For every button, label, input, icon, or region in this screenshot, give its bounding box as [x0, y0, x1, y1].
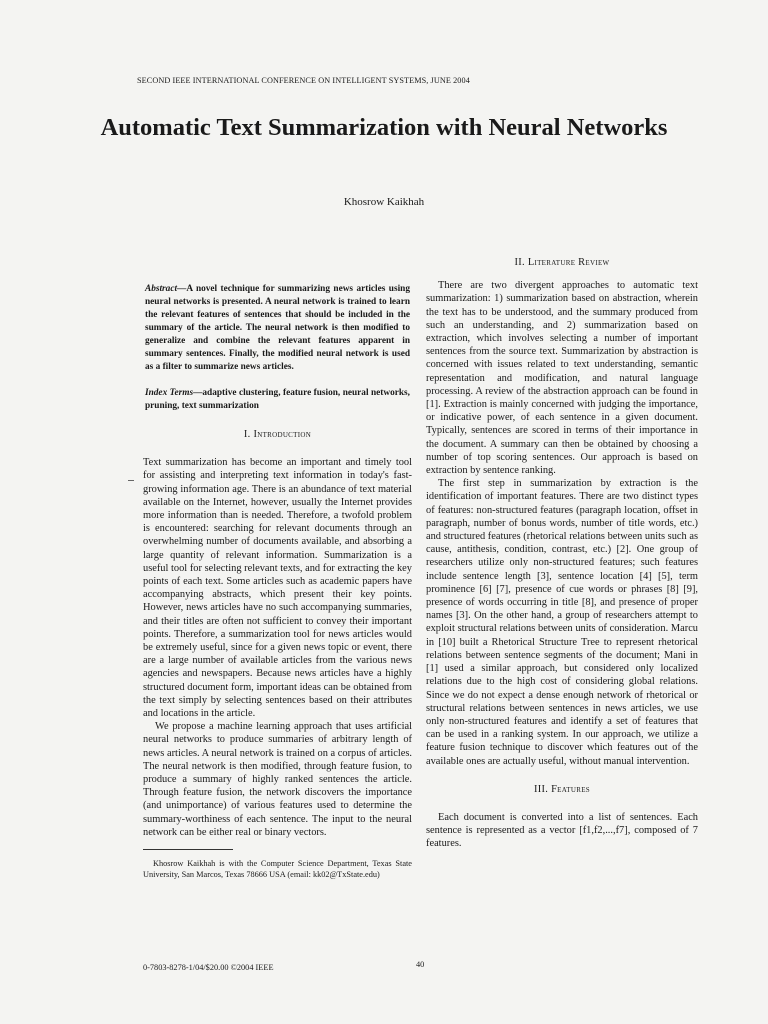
abstract-text: —A novel technique for summarizing news articles using neural networks is presented. A neural network is trained to learn the relevant features of sentences that should be included in the summary of the article. The neural network is then modified to generalize and combine the relevant features apparent in summary sentences. Finally, the modified neural network is used as a filter to summarize news articles. [145, 284, 410, 372]
introduction-paragraph-2: We propose a machine learning approach that uses artificial neural networks to produce summaries of arbitrary length of news articles. A neural network is trained on a corpus of articles. The neural network is then modified, through feature fusion, to produce a summary of highly ranked sentences the article. Through feature fusion, the network discovers the importance (and unimportance) of various features used to determine the summary-worthiness of each sentence. The input to the neural network can be either real or binary vectors. [143, 721, 412, 838]
right-column [426, 256, 698, 851]
author-name: Khosrow Kaikhah [343, 196, 425, 208]
index-terms [143, 387, 412, 413]
paper-title: Automatic Text Summarization with Neural Networks [100, 114, 668, 141]
introduction-paragraph-1: Text summarization has become an important and timely tool for assisting and interpreting text information in today's fast-growing information age. There is an abundance of text material available on the Internet, however, usually the Internet provides more information than is needed. Therefore, a twofold problem is encountered: searching for relevant documents through an overwhelming number of documents available, and absorbing a large quantity of relevant information. Summarization is a useful tool for selecting relevant texts, and for extracting the key points of each text. Some articles such as academic papers have accompanying abstracts, which present their key points. However, news articles have no such accompanying summaries, and their titles are often not sufficient to convey their important points. Therefore, a summarization tool for news articles would be extremely useful, since for a given news topic or event, there are a large number of available articles from the various news agencies and newspapers. Because news articles have a highly structured document form, important ideas can be obtained from the text simply by selecting sentences based on their attributes and locations in the article. [143, 457, 412, 720]
margin-mark [128, 480, 134, 481]
conference-header: SECOND IEEE INTERNATIONAL CONFERENCE ON INTELLIGENT SYSTEMS, JUNE 2004 [137, 76, 470, 85]
copyright-line: 0-7803-8278-1/04/$20.00 ©2004 IEEE [143, 963, 274, 972]
literature-review-heading: II. Literature Review [514, 257, 610, 268]
index-terms-text: —adaptive clustering, feature fusion, neural networks, pruning, text summarization [145, 388, 410, 411]
author-footnote: Khosrow Kaikhah is with the Computer Science Department, Texas State University, San Marcos, Texas 78666 USA (email: kk02@TxState.edu) [143, 859, 412, 880]
footnote-rule [143, 849, 233, 850]
introduction-heading: I. Introduction [243, 429, 312, 440]
literature-paragraph-1: There are two divergent approaches to automatic text summarization: 1) summarization based on abstraction, wherein the text has to be understood, and the summary produced from such an understanding, and 2) summarization based on extraction, which involves selecting a number of important sentences from the source text. Summarization by abstraction is concerned with issues related to text understanding, semantic representation and modification, and natural language processing. A review of the abstraction approach can be found in [1]. Extraction is mainly concerned with judging the importance, or indicative power, of each sentence in a given document. Typically, sentences are scored in terms of their importance in the document. A summary can then be obtained by choosing a number of top scoring sentences. Our approach is based on extraction by sentence ranking. [426, 280, 698, 477]
left-column [143, 283, 412, 880]
page-number: 40 [416, 960, 425, 969]
features-heading: III. Features [534, 783, 590, 795]
index-terms-label: Index Terms [145, 388, 194, 398]
features-paragraph-1: Each document is converted into a list of sentences. Each sentence is represented as a vector [f1,f2,...,f7], composed of 7 features. [426, 811, 698, 850]
abstract-label: Abstract [145, 284, 178, 294]
abstract [143, 283, 412, 374]
literature-paragraph-2: The first step in summarization by extraction is the identification of important features. There are two distinct types of features: non-structured features (paragraph location, offset in paragraph, number of bonus words, number of title words, etc.) and structured features (rhetorical relations between units such as cause, antithesis, condition, contrast, etc.) [2]. One group of researchers utilize only non-structured features; such features include sentence length [3], sentence location [4] [5], term prominence [6] [7], presence of cue words or phrases [8] [9], presence of words occurring in title [8], and presence of proper names [3]. On the other hand, a group of researchers attempt to exploit structural relations between units of consideration. Marcu in [10] built a Rhetorical Structure Tree to represent rhetorical relations between sentence segments of the document; Mani in [1] used a similar approach, but considered only localized relations due to the high cost of considering global relations. Since we do not expect a dense enough network of rhetorical or structural relations between sentences in news articles, we use only non-structured features and identify a set of features that can be used in a ranking system. In our approach, we utilize a feature fusion technique to discover which features out of the available ones are actually useful, without manual intervention. [426, 478, 698, 767]
